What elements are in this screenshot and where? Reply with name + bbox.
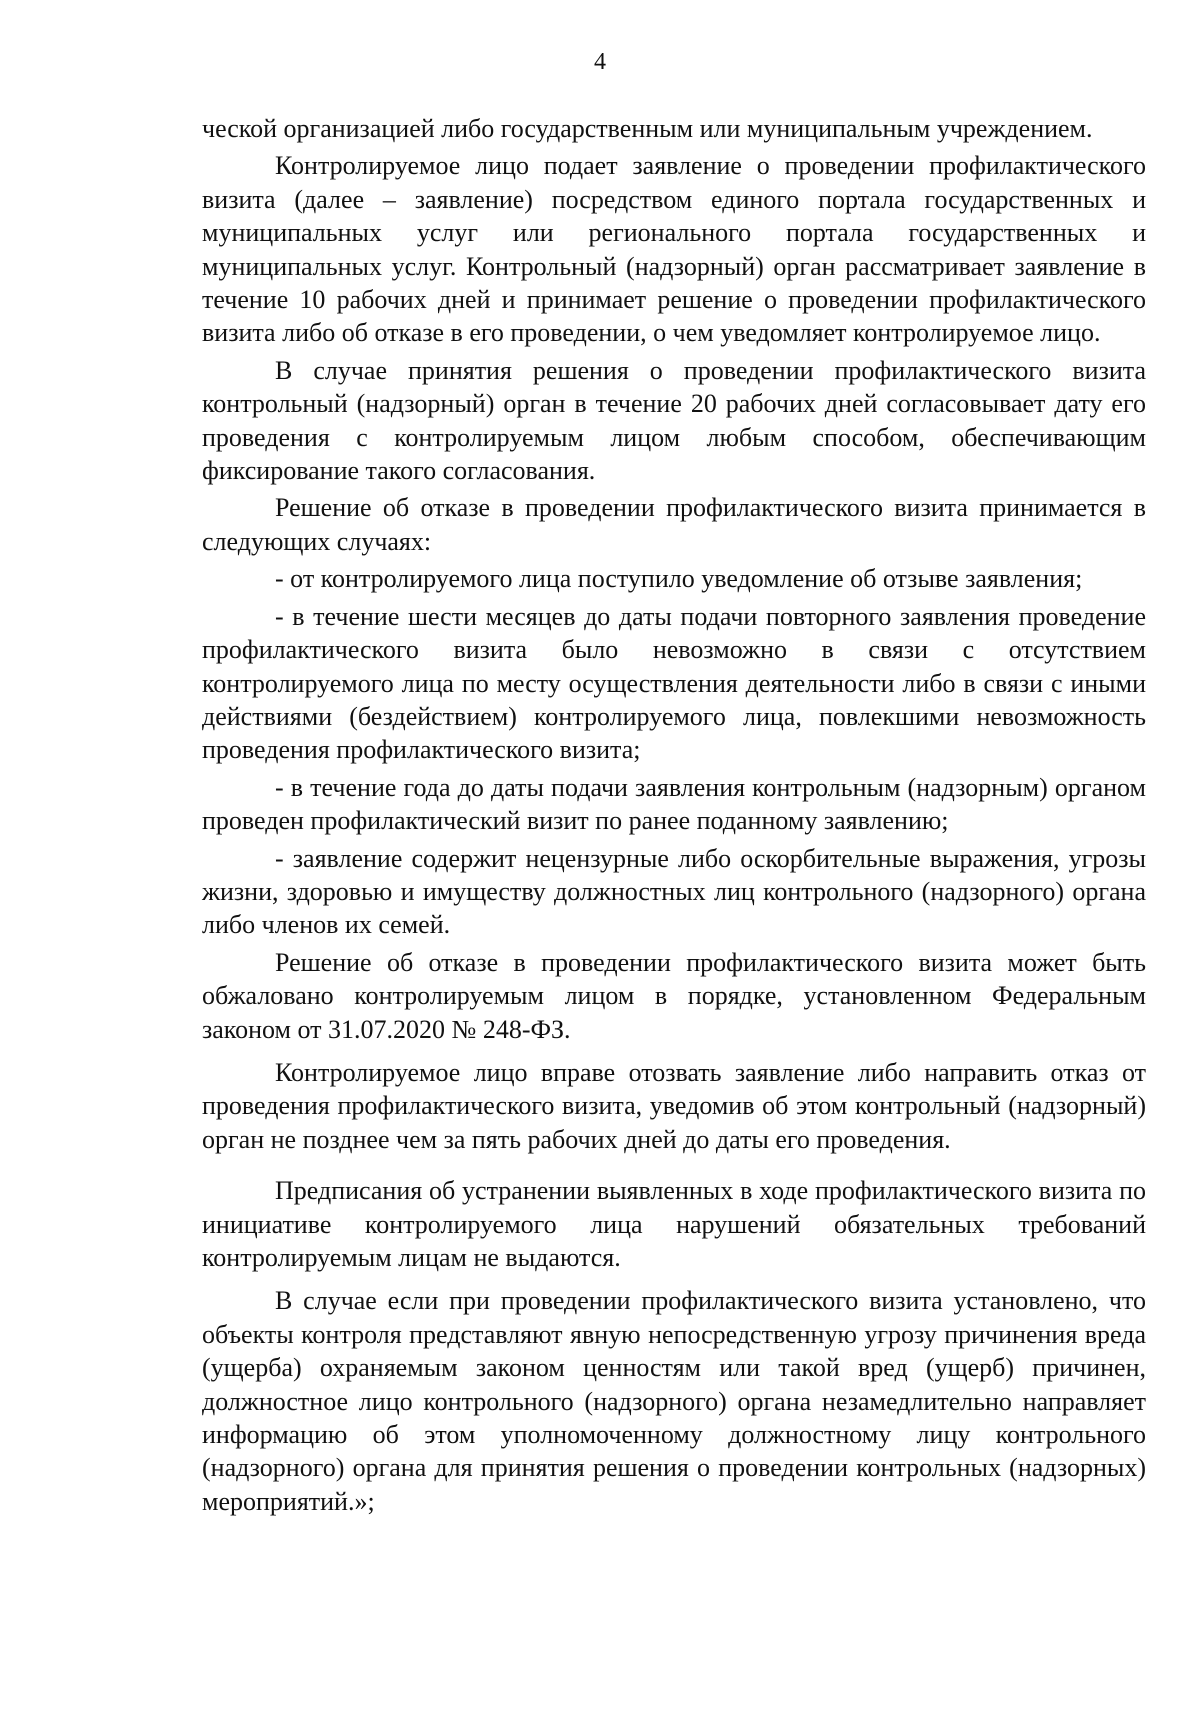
paragraph-refusal-intro: Решение об отказе в проведении профилактического визита принимается в следующих случаях: xyxy=(202,493,1146,556)
paragraph-continuation: ческой организацией либо государственным или муниципальным учреждением. xyxy=(202,114,1093,143)
paragraph-no-orders: Предписания об устранении выявленных в ходе профилактического визита по инициативе контролируемого лица нарушений обязательных требований контролируемым лицам не выдаются. xyxy=(202,1176,1146,1272)
document-body xyxy=(202,112,1146,1518)
list-item-withdrawal: - от контролируемого лица поступило уведомление об отзыве заявления; xyxy=(275,564,1083,594)
list-item-one-year: - в течение года до даты подачи заявления контрольным (надзорным) органом проведен профилактический визит по ранее поданному заявлению; xyxy=(202,772,1146,836)
paragraph-withdraw-right: Контролируемое лицо вправе отозвать заявление либо направить отказ от проведения профилактического визита, уведомив об этом контрольный (надзорный) орган не позднее чем за пять рабочих дней до даты его проведения. xyxy=(202,1057,1146,1154)
paragraph-appeal: Решение об отказе в проведении профилактического визита может быть обжаловано контролируемым лицом в порядке, установленном Федеральным законом от 31.07.2020 № 248-ФЗ. xyxy=(202,947,1146,1044)
list-item-six-months: - в течение шести месяцев до даты подачи повторного заявления проведение профилактического визита было невозможно в связи с отсутствием контролируемого лица по месту осуществления деятельности либо в связи с иными действиями (бездействием) контролируемого лица, повлекшими невозможность проведения профилактического визита; xyxy=(202,601,1146,765)
paragraph-application: Контролируемое лицо подает заявление о проведении профилактического визита (далее – заявление) посредством единого портала государственных и муниципальных услуг или регионального портала государственных и муниципальных услуг. Контрольный (надзорный) орган рассматривает заявление в течение 10 рабочих дней и принимает решение о проведении профилактического визита либо об отказе в его проведении, о чем уведомляет контролируемое лицо. xyxy=(202,151,1146,348)
list-item-offensive: - заявление содержит нецензурные либо оскорбительные выражения, угрозы жизни, здоровью и имуществу должностных лиц контрольного (надзорного) органа либо членов их семей. xyxy=(202,843,1146,940)
paragraph-threat-case: В случае если при проведении профилактического визита установлено, что объекты контроля представляют явную непосредственную угрозу причинения вреда (ущерба) охраняемым законом ценностям или такой вред (ущерб) причинен, должностное лицо контрольного (надзорного) органа незамедлительно направляет информацию об этом уполномоченному должностному лицу контрольного (надзорного) органа для принятия решения о проведении контрольных (надзорных) мероприятий.»; xyxy=(202,1286,1146,1516)
paragraph-decision-accepted: В случае принятия решения о проведении профилактического визита контрольный (надзорный) орган в течение 20 рабочих дней согласовывает дату его проведения с контролируемым лицом любым способом, обеспечивающим фиксирование такого согласования. xyxy=(202,355,1146,486)
page-number: 4 xyxy=(594,49,606,75)
